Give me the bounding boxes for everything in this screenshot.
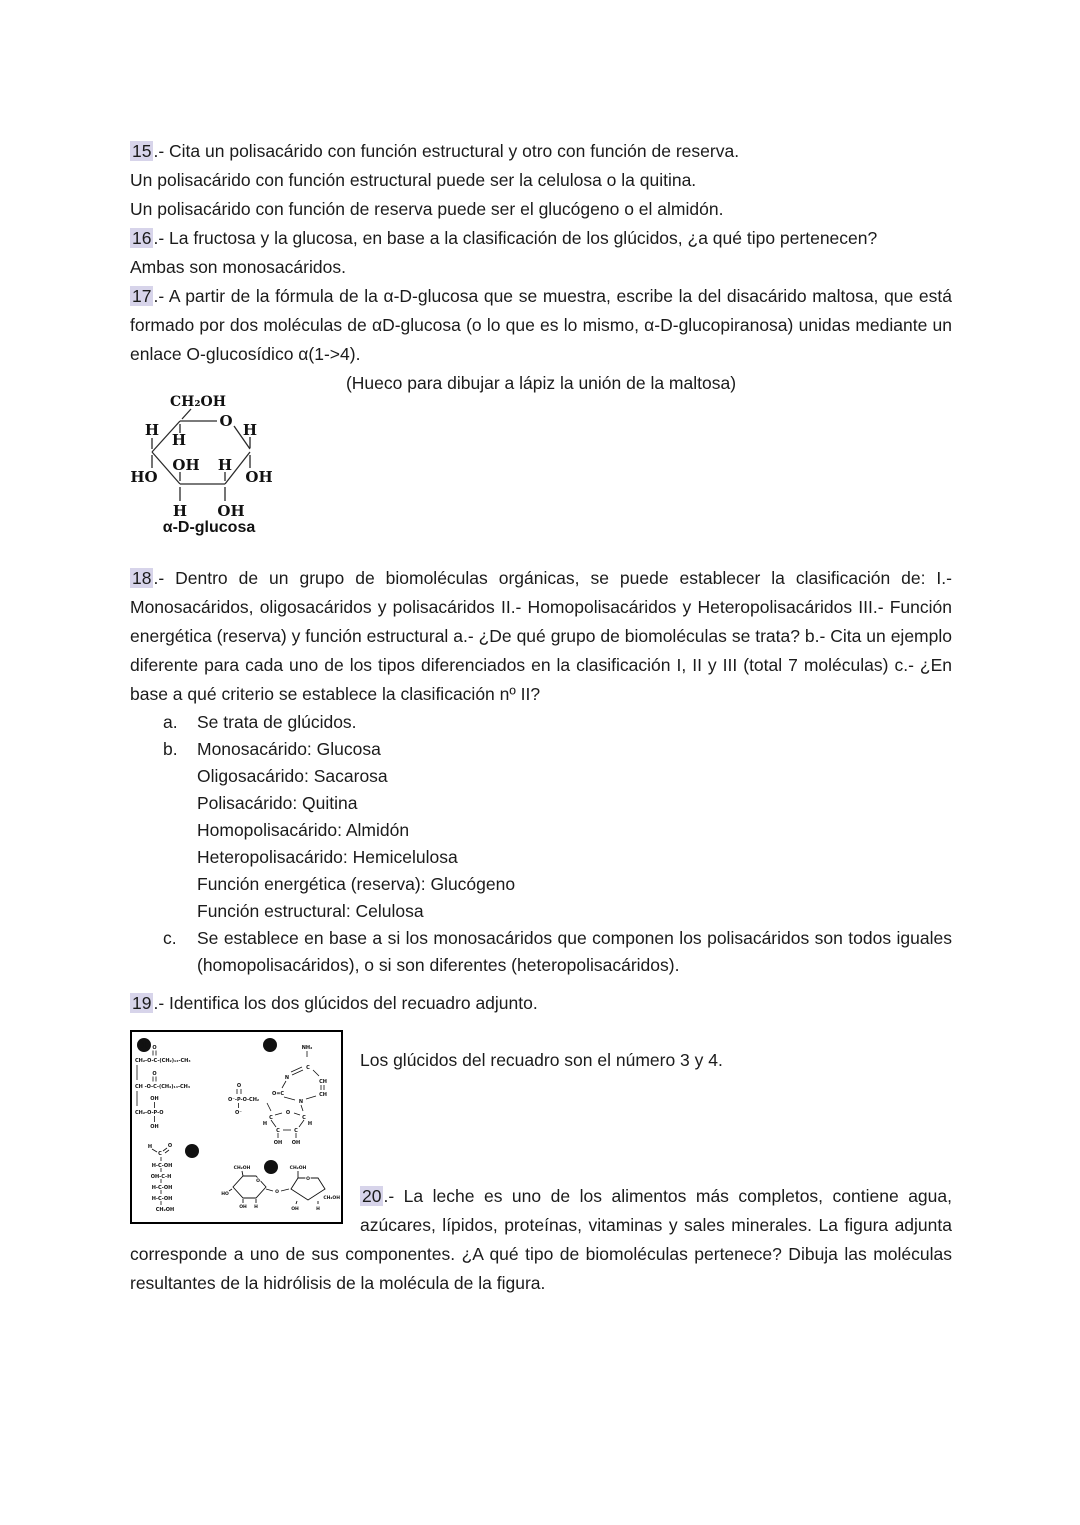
s2-ch-upper-label: CH [319, 1079, 327, 1085]
question-17-number: 17 [132, 286, 152, 306]
s2-nh2-label: NH₂ [301, 1045, 313, 1051]
s4-h-b-label: H [316, 1207, 320, 1212]
s2-c-top-label: C [306, 1065, 310, 1071]
question-18-answers [130, 709, 952, 979]
answer-b-line: Monosacárido: Glucosa [197, 739, 381, 759]
oh-label-c1: OH [245, 468, 273, 486]
s4-glucose-ring [229, 1171, 266, 1203]
s3-row-1: H-C-OH [151, 1163, 173, 1169]
s1-fatty-acid-2: CH -O-C-(CH₂)₁₄-CH₃ [135, 1084, 191, 1090]
biomolecules-figure-svg [132, 1032, 341, 1222]
list-item [130, 709, 952, 736]
glucose-caption: α-D-glucosa [162, 519, 256, 536]
s3-row-5: CH₂OH [155, 1207, 175, 1213]
badge-2-number: 2 [266, 1041, 274, 1052]
question-18 [130, 564, 952, 979]
h-label-c4-up: H [144, 421, 160, 439]
s4-o-right-ring-label: O [306, 1177, 310, 1182]
h-label-c2: H [217, 456, 233, 474]
question-20-number: 20 [362, 1186, 382, 1206]
s4-ch2oh-left-label: CH₂OH [233, 1166, 251, 1171]
question-15 [130, 137, 952, 224]
question-15-text: .- Cita un polisacárido con función estructural y otro con función de reserva. [153, 141, 740, 161]
answer-b-line: Oligosacárido: Sacarosa [197, 766, 388, 786]
glucose-haworth-svg [128, 392, 298, 542]
question-17-note: (Hueco para dibujar a lápiz la unión de la maltosa) [345, 373, 737, 393]
answer-b-line: Homopolisacárido: Almidón [197, 820, 410, 840]
structure-3-open-chain-glucose [148, 1143, 199, 1213]
structure-1-phospholipid [135, 1038, 191, 1130]
s2-n-left-label: N [284, 1075, 290, 1081]
s2-oh-left-label: OH [273, 1140, 283, 1146]
answer-b-line: Función estructural: Celulosa [197, 901, 424, 921]
h-label-c1-up: H [242, 421, 258, 439]
s4-o-bridge-label: O [275, 1190, 279, 1195]
list-item [130, 925, 952, 979]
s4-ch2oh-right-side-label: CH₂OH [323, 1196, 340, 1201]
structure-4-disaccharide [221, 1160, 340, 1212]
question-17-text: .- A partir de la fórmula de la α-D-glucosa que se muestra, escribe la del disacárido maltosa, que está formado por dos moléculas de αD-glucosa (o lo que es lo mismo, α-D-glucopiranosa) unidas mediante un enlace O-glucosídico α(1->4). [130, 286, 952, 364]
s2-ribose-bonds [271, 1113, 304, 1138]
s2-ribose-c-left: C [269, 1115, 273, 1121]
s2-phosphate-o-top: O [236, 1083, 242, 1089]
biomolecules-figure-box [130, 1030, 343, 1224]
s2-phosphate-row: O⁻-P-O-CH₂ [228, 1097, 260, 1103]
question-15-answer-1: Un polisacárido con función estructural puede ser la celulosa o la quitina. [130, 170, 697, 190]
question-19-number: 19 [132, 993, 152, 1013]
list-marker-c: c. [163, 928, 177, 948]
answer-b-line: Heteropolisacárido: Hemicelulosa [197, 847, 458, 867]
oh-label-c2-down: OH [217, 502, 245, 520]
ch2oh-label: CH₂OH [170, 394, 226, 410]
figure-row [130, 1030, 952, 1298]
s3-c-top-label: C [158, 1151, 162, 1157]
ring-oxygen-label: O [219, 412, 233, 430]
question-18-text: .- Dentro de un grupo de biomoléculas orgánicas, se puede establecer la clasificación de: I.- Monosacáridos, oligosacáridos y polisacáridos II.- Homopolisacáridos y Heteropolisacáridos III.- Función energética (reserva) y función estructural a.- ¿De qué grupo de biomoléculas se trata? b.- Cita un ejemplo diferente para cada uno de los tipos diferenciados en la clasificación I, II y III (total 7 moléculas) c.- ¿En base a qué criterio se establece la clasificación nº II? [130, 568, 952, 704]
question-19-answer: Los glúcidos del recuadro son el número 3 y 4. [360, 1050, 723, 1070]
structure-2-nucleotide [228, 1038, 327, 1146]
s2-ribose-c-right: C [302, 1115, 306, 1121]
ho-label-c4: HO [130, 468, 158, 486]
s4-ch2oh-right-top-label: CH₂OH [289, 1166, 307, 1171]
question-18-number: 18 [132, 568, 152, 588]
s2-ch-lower-label: CH [319, 1092, 327, 1098]
answer-b-line: Polisacárido: Quitina [197, 793, 358, 813]
question-16-text: .- La fructosa y la glucosa, en base a la clasificación de los glúcidos, ¿a qué tipo pertenecen? [153, 228, 878, 248]
oh-label-c3: OH [172, 456, 200, 474]
answer-c-line: Se establece en base a si los monosacáridos que componen los polisacáridos son todos iguales (homopolisacáridos), o si son diferentes (heteropolisacáridos). [197, 928, 952, 975]
s1-oh-bottom-label: OH [150, 1124, 159, 1130]
question-19-text: .- Identifica los dos glúcidos del recuadro adjunto. [153, 993, 538, 1013]
question-15-line [130, 137, 952, 166]
question-19-line [130, 989, 952, 1018]
s2-oh-right-label: OH [291, 1140, 301, 1146]
s2-oc-label: O=C [271, 1091, 285, 1097]
answer-a-line: Se trata de glúcidos. [197, 712, 357, 732]
list-marker-a: a. [163, 712, 178, 732]
question-16-answer: Ambas son monosacáridos. [130, 257, 346, 277]
question-15-answer-2: Un polisacárido con función de reserva puede ser el glucógeno o el almidón. [130, 199, 724, 219]
s4-oh-a-label: OH [239, 1205, 247, 1210]
s1-phosphate-row: CH₂-O-P-O [135, 1110, 164, 1116]
s2-ribose-c-br: C [294, 1128, 298, 1134]
s4-ho-label: HO [221, 1192, 229, 1197]
question-18-line [130, 564, 952, 709]
s2-ribose-c-bl: C [276, 1128, 280, 1134]
list-item [130, 736, 952, 925]
s4-o-left-ring-label: O [256, 1179, 260, 1184]
s3-h-top-label: H [147, 1144, 153, 1150]
s1-o2-label: O [152, 1071, 157, 1077]
s3-row-3: H-C-OH [151, 1185, 173, 1191]
list-marker-b: b. [163, 739, 178, 759]
s1-fatty-acid-1: CH₂-O-C-(CH₂)₁₄-CH₃ [135, 1058, 191, 1064]
s1-o1-label: O [152, 1045, 157, 1051]
question-17 [130, 282, 952, 540]
answer-b-line: Función energética (reserva): Glucógeno [197, 874, 516, 894]
badge-1-number: 1 [140, 1041, 148, 1052]
s3-row-2: OH-C-H [150, 1174, 172, 1180]
s2-phosphate-o-bottom: O⁻ [235, 1110, 242, 1116]
badge-3-number: 3 [188, 1147, 196, 1158]
h-label-c3-down: H [172, 502, 188, 520]
h-label-c5: H [171, 431, 187, 449]
badge-4-number: 4 [267, 1163, 275, 1174]
glucose-haworth-diagram [128, 392, 952, 540]
s4-h-a-label: H [254, 1205, 258, 1210]
s4-fructose-ring [291, 1171, 325, 1204]
question-16 [130, 224, 952, 282]
s2-n-bottom-label: N [298, 1099, 304, 1105]
question-15-number: 15 [132, 141, 152, 161]
s1-oh-top-label: OH [150, 1096, 159, 1102]
s2-ribose-o-label: O [285, 1110, 291, 1116]
ring-bonds [152, 409, 250, 484]
page-content [130, 137, 952, 1298]
s2-h-right-label: H [307, 1121, 313, 1127]
s3-o-top-label: O [167, 1143, 173, 1149]
s3-row-4: H-C-OH [151, 1196, 173, 1202]
s4-oh-b-label: OH [291, 1207, 299, 1212]
question-20-text: .- La leche es uno de los alimentos más completos, contiene agua, azúcares, lípidos, proteínas, vitaminas y sales minerales. La figura adjunta corresponde a uno de sus componentes. ¿A qué tipo de biomoléculas pertenece? Dibuja las moléculas resultantes de la hidrólisis de la molécula de la figura. [130, 1186, 952, 1293]
question-17-line [130, 282, 952, 369]
question-16-line [130, 224, 952, 253]
s2-h-left-label: H [262, 1121, 268, 1127]
question-16-number: 16 [132, 228, 152, 248]
